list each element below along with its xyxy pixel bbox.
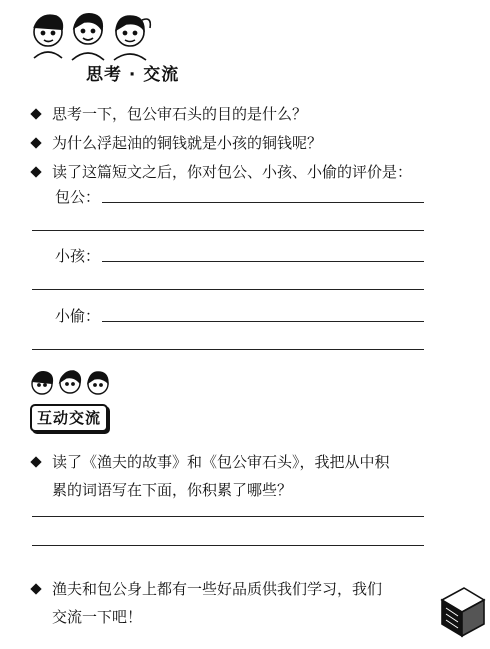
answer-line[interactable] xyxy=(102,202,424,203)
question-item: 读了这篇短文之后，你对包公、小孩、小偷的评价是： xyxy=(52,163,413,181)
answer-line[interactable] xyxy=(102,321,424,322)
interaction-question-1-line1: 读了《渔夫的故事》和《包公审石头》，我把从中积 xyxy=(52,453,390,471)
cube-decoration-icon xyxy=(434,582,488,642)
answer-line[interactable] xyxy=(32,289,424,290)
answer-line[interactable] xyxy=(32,516,424,517)
question-item: 思考一下，包公审石头的目的是什么？ xyxy=(52,105,308,123)
answer-line[interactable] xyxy=(32,230,424,231)
answer-line[interactable] xyxy=(102,261,424,262)
evaluation-label-child: 小孩： xyxy=(55,247,101,265)
interaction-question-2-line2: 交流一下吧！ xyxy=(52,608,143,626)
bullet-diamond-icon xyxy=(30,166,41,177)
answer-line[interactable] xyxy=(32,349,424,350)
evaluation-label-thief: 小偷： xyxy=(55,307,101,325)
question-item: 为什么浮起油的铜钱就是小孩的铜钱呢？ xyxy=(52,134,323,152)
evaluation-label-baogong: 包公： xyxy=(55,188,101,206)
bullet-diamond-icon xyxy=(30,456,41,467)
interaction-question-2-line1: 渔夫和包公身上都有一些好品质供我们学习，我们 xyxy=(52,580,383,598)
kids-illustration xyxy=(26,6,166,62)
bullet-diamond-icon xyxy=(30,583,41,594)
section-title: 思考 · 交流 xyxy=(86,65,180,85)
answer-line[interactable] xyxy=(32,545,424,546)
kids-illustration-small xyxy=(28,366,114,408)
interaction-question-1-line2: 累的词语写在下面，你积累了哪些？ xyxy=(52,481,293,499)
interaction-badge: 互动交流 xyxy=(30,404,108,432)
bullet-diamond-icon xyxy=(30,108,41,119)
bullet-diamond-icon xyxy=(30,137,41,148)
